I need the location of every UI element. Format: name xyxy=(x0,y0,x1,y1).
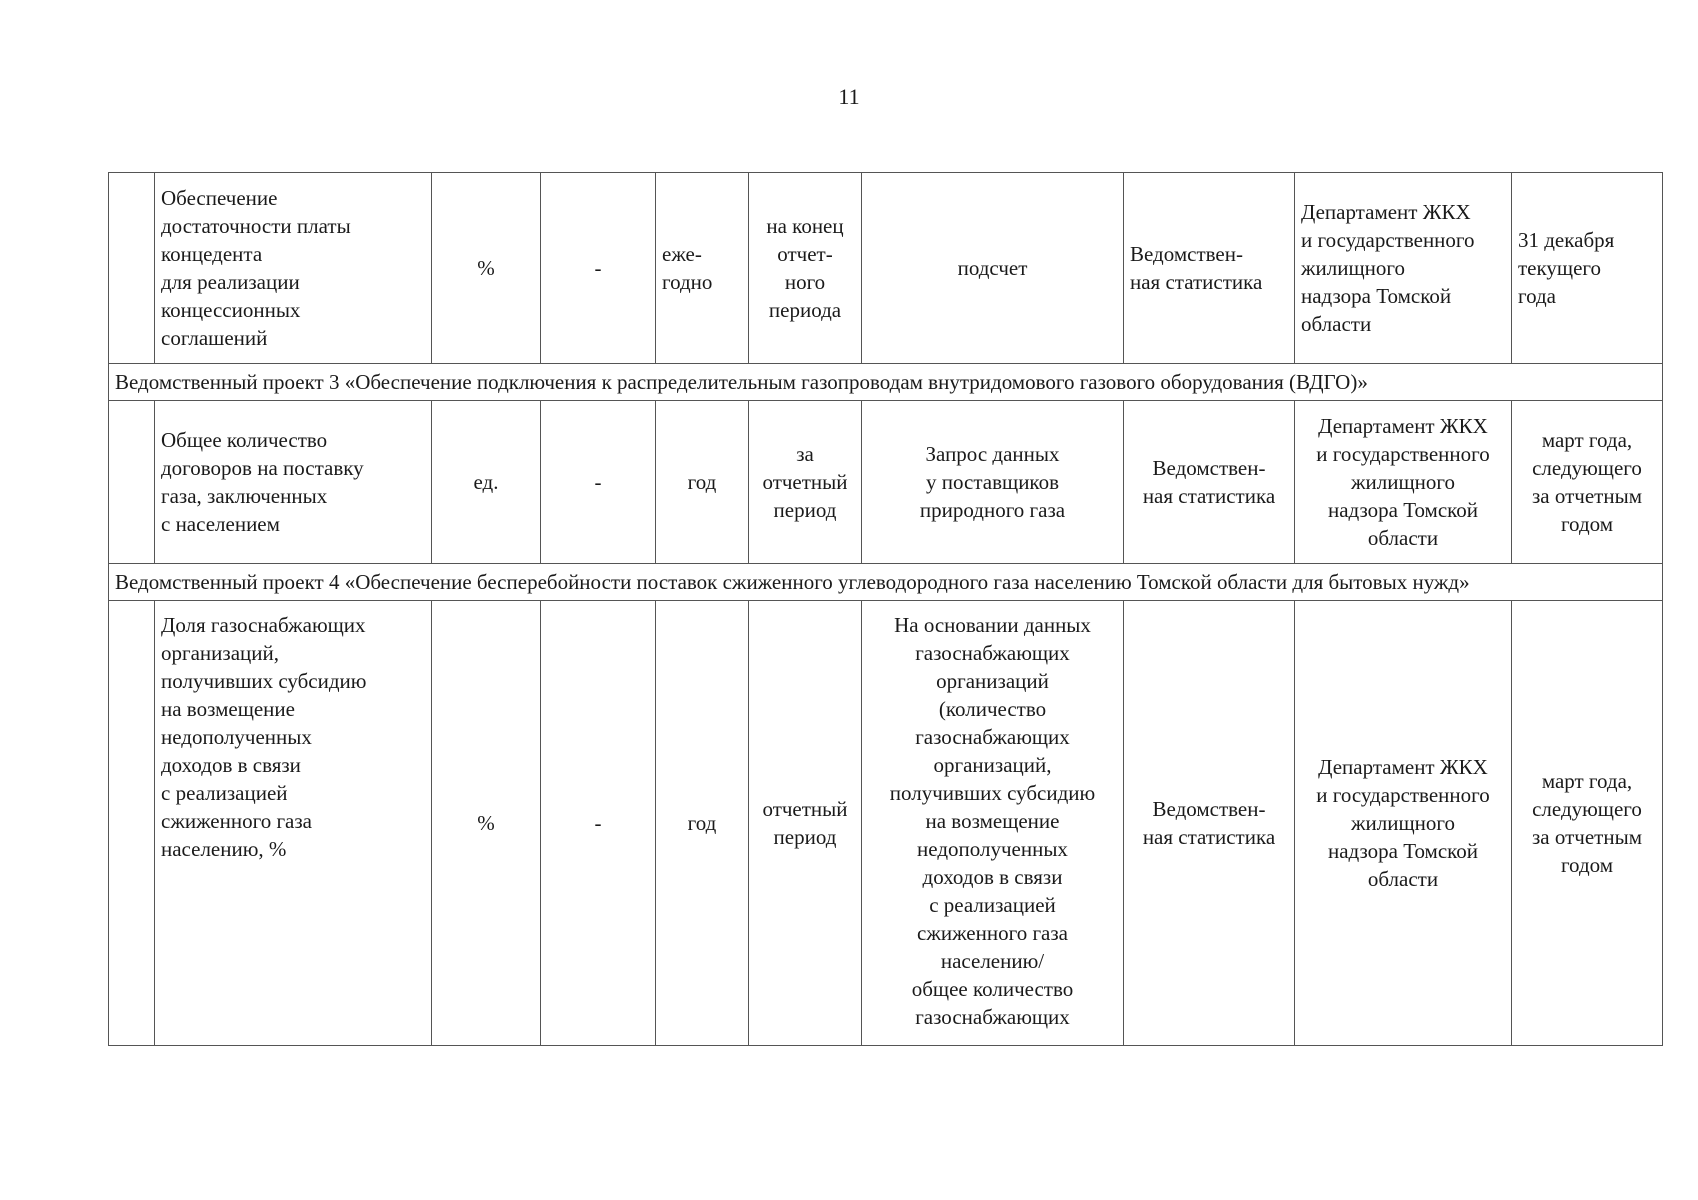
indicator-cell: Доля газоснабжающих организаций, получивших субсидию на возмещение недополученных доходов в связи с реализацией сжиженного газа населению, % xyxy=(155,601,432,1046)
deadline-cell: март года, следующего за отчетным годом xyxy=(1512,401,1663,564)
dash-cell: - xyxy=(541,173,656,364)
periodicity-cell: год xyxy=(656,401,749,564)
unit-cell: % xyxy=(432,173,541,364)
dash-cell: - xyxy=(541,401,656,564)
number-cell xyxy=(109,601,155,1046)
source-cell: Ведомствен- ная статистика xyxy=(1124,401,1295,564)
unit-cell: % xyxy=(432,601,541,1046)
dash-cell: - xyxy=(541,601,656,1046)
periodicity-cell: еже- годно xyxy=(656,173,749,364)
indicator-cell: Обеспечение достаточности платы концедента для реализации концессионных соглашений xyxy=(155,173,432,364)
responsible-cell: Департамент ЖКХ и государственного жилищного надзора Томской области xyxy=(1295,601,1512,1046)
table-row xyxy=(109,601,1663,1046)
section-row xyxy=(109,364,1663,401)
method-cell: Запрос данных у поставщиков природного газа xyxy=(862,401,1124,564)
page-number: 11 xyxy=(838,84,860,109)
responsible-cell: Департамент ЖКХ и государственного жилищного надзора Томской области xyxy=(1295,401,1512,564)
period-cell: за отчетный период xyxy=(749,401,862,564)
table-row xyxy=(109,401,1663,564)
responsible-cell: Департамент ЖКХ и государственного жилищного надзора Томской области xyxy=(1295,173,1512,364)
periodicity-cell: год xyxy=(656,601,749,1046)
indicator-cell: Общее количество договоров на поставку газа, заключенных с населением xyxy=(155,401,432,564)
deadline-cell: март года, следующего за отчетным годом xyxy=(1512,601,1663,1046)
section-row xyxy=(109,564,1663,601)
source-cell: Ведомствен- ная статистика xyxy=(1124,601,1295,1046)
number-cell xyxy=(109,401,155,564)
indicators-table xyxy=(108,172,1663,1046)
source-cell: Ведомствен- ная статистика xyxy=(1124,173,1295,364)
method-cell: На основании данных газоснабжающих организаций (количество газоснабжающих организаций, получивших субсидию на возмещение недополученных доходов в связи с реализацией сжиженного газа населению/ общее количество газоснабжающих xyxy=(862,601,1124,1046)
section-title: Ведомственный проект 4 «Обеспечение бесперебойности поставок сжиженного углеводородного газа населению Томской области для бытовых нужд» xyxy=(109,564,1663,601)
deadline-cell: 31 декабря текущего года xyxy=(1512,173,1663,364)
period-cell: на конец отчет- ного периода xyxy=(749,173,862,364)
unit-cell: ед. xyxy=(432,401,541,564)
table-row xyxy=(109,173,1663,364)
period-cell: отчетный период xyxy=(749,601,862,1046)
section-title: Ведомственный проект 3 «Обеспечение подключения к распределительным газопроводам внутридомового газового оборудования (ВДГО)» xyxy=(109,364,1663,401)
number-cell xyxy=(109,173,155,364)
method-cell: подсчет xyxy=(862,173,1124,364)
